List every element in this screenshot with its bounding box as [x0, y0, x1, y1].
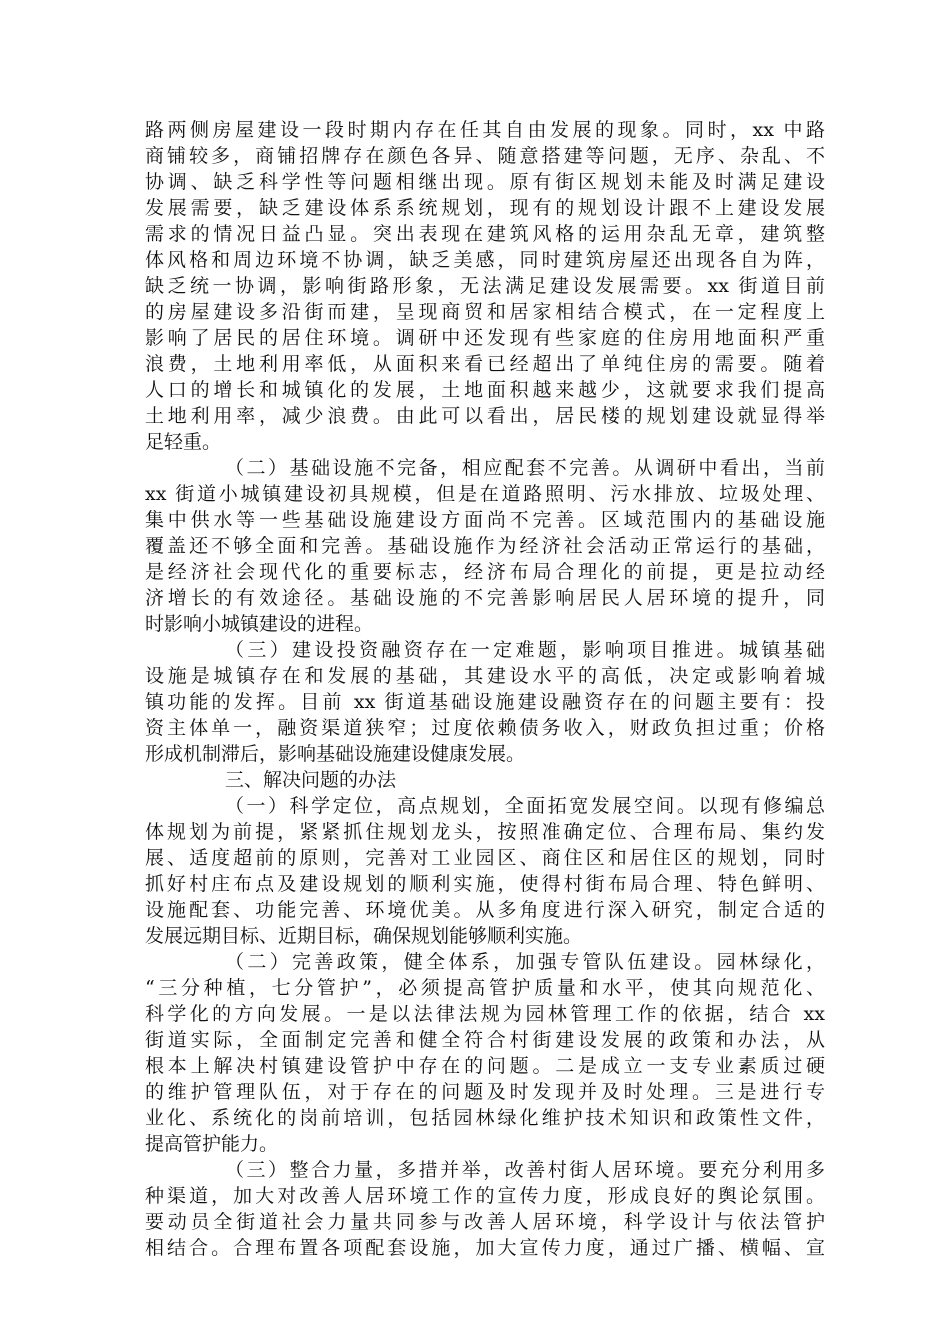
- text-line: “三分种植，七分管护”，必须提高管护质量和水平，使其向规范化、: [145, 977, 825, 999]
- text-line: 协调、缺乏科学性等问题相继出现。原有街区规划未能及时满足建设: [145, 171, 825, 193]
- text-line: 的维护管理队伍，对于存在的问题及时发现并及时处理。三是进行专: [145, 1081, 825, 1103]
- document-body: [145, 117, 825, 1261]
- text-line: 镇功能的发挥。目前 xx 街道基础设施建设融资存在的问题主要有：投: [145, 691, 825, 713]
- text-line: 人口的增长和城镇化的发展，土地面积越来越少，这就要求我们提高: [145, 379, 825, 401]
- text-line: 缺乏统一协调，影响街路形象，无法满足建设发展需要。xx 街道目前: [145, 275, 825, 297]
- text-line: 发展远期目标、近期目标，确保规划能够顺利实施。: [145, 925, 583, 947]
- text-line: 发展需要，缺乏建设体系系统规划，现有的规划设计跟不上建设发展: [145, 197, 825, 219]
- text-line: 影响了居民的居住环境。调研中还发现有些家庭的住房用地面积严重: [145, 327, 825, 349]
- text-line: 街道实际，全面制定完善和健全符合村街建设发展的政策和办法，从: [145, 1029, 825, 1051]
- text-line: 根本上解决村镇建设管护中存在的问题。二是成立一支专业素质过硬: [145, 1055, 825, 1077]
- text-line: 济增长的有效途径。基础设施的不完善影响居民人居环境的提升，同: [145, 587, 825, 609]
- text-line: xx 街道小城镇建设初具规模，但是在道路照明、污水排放、垃圾处理、: [145, 483, 825, 505]
- text-line: 土地利用率，减少浪费。由此可以看出，居民楼的规划建设就显得举: [145, 405, 825, 427]
- text-line: 商铺较多，商铺招牌存在颜色各异、随意搭建等问题，无序、杂乱、不: [145, 145, 825, 167]
- section-heading-3: 三、解决问题的办法: [225, 769, 397, 791]
- text-line: 业化、系统化的岗前培训，包括园林绿化维护技术知识和政策性文件，: [145, 1107, 825, 1129]
- text-line: 路两侧房屋建设一段时期内存在任其自由发展的现象。同时，xx 中路: [145, 119, 825, 141]
- text-line: 展、适度超前的原则，完善对工业园区、商住区和居住区的规划，同时: [145, 847, 825, 869]
- text-line: 的房屋建设多沿街而建，呈现商贸和居家相结合模式，在一定程度上: [145, 301, 825, 323]
- section-heading-3-2: （二）完善政策，健全体系，加强专管队伍建设。园林绿化，: [225, 951, 825, 973]
- text-line: 体规划为前提，紧紧抓住规划龙头，按照准确定位、合理布局、集约发: [145, 821, 825, 843]
- text-line: 相结合。合理布置各项配套设施，加大宣传力度，通过广播、横幅、宣: [145, 1237, 825, 1259]
- section-heading-3-3: （三）整合力量，多措并举，改善村街人居环境。要充分利用多: [225, 1159, 825, 1181]
- text-line: 要动员全街道社会力量共同参与改善人居环境，科学设计与依法管护: [145, 1211, 825, 1233]
- section-heading-2-3: （三）建设投资融资存在一定难题，影响项目推进。城镇基础: [225, 639, 825, 661]
- text-line: 足轻重。: [145, 431, 222, 453]
- text-line: 浪费，土地利用率低，从面积来看已经超出了单纯住房的需要。随着: [145, 353, 825, 375]
- text-line: 资主体单一，融资渠道狭窄；过度依赖债务收入，财政负担过重；价格: [145, 717, 825, 739]
- text-line: 体风格和周边环境不协调，缺乏美感，同时建筑房屋还出现各自为阵，: [145, 249, 825, 271]
- text-line: 时影响小城镇建设的进程。: [145, 613, 374, 635]
- text-line: 集中供水等一些基础设施建设方面尚不完善。区域范围内的基础设施: [145, 509, 825, 531]
- text-line: 科学化的方向发展。一是以法律法规为园林管理工作的依据，结合 xx: [145, 1003, 825, 1025]
- section-heading-3-1: （一）科学定位，高点规划，全面拓宽发展空间。以现有修编总: [225, 795, 825, 817]
- text-line: 设施是城镇存在和发展的基础，其建设水平的高低，决定或影响着城: [145, 665, 825, 687]
- text-line: 种渠道，加大对改善人居环境工作的宣传力度，形成良好的舆论氛围。: [145, 1185, 825, 1207]
- text-line: 提高管护能力。: [145, 1133, 279, 1155]
- text-line: 是经济社会现代化的重要标志，经济布局合理化的前提，更是拉动经: [145, 561, 825, 583]
- text-line: 形成机制滞后，影响基础设施建设健康发展。: [145, 743, 526, 765]
- text-line: 抓好村庄布点及建设规划的顺利实施，使得村街布局合理、特色鲜明、: [145, 873, 825, 895]
- text-line: 设施配套、功能完善、环境优美。从多角度进行深入研究，制定合适的: [145, 899, 825, 921]
- section-heading-2-2: （二）基础设施不完备，相应配套不完善。从调研中看出，当前: [225, 457, 825, 479]
- text-line: 需求的情况日益凸显。突出表现在建筑风格的运用杂乱无章，建筑整: [145, 223, 825, 245]
- text-line: 覆盖还不够全面和完善。基础设施作为经济社会活动正常运行的基础，: [145, 535, 825, 557]
